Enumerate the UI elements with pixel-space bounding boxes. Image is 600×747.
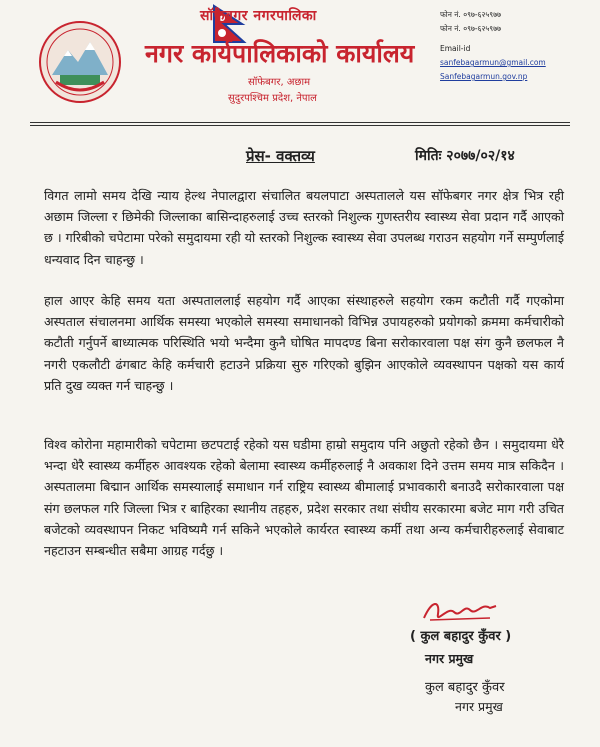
signatory-name: ( कुल बहादुर कुँवर ) (410, 629, 512, 644)
document-title: प्रेस- वक्तव्य (246, 147, 315, 165)
paragraph-1: विगत लामो समय देखि न्याय हेल्थ नेपालद्वारा संचालित बयलपाटा अस्पतालले यस सॉफेबगर नगर क्षेत्र भित्र रही अछाम जिल्ला र छिमेकी जिल्लाका बासिन्दाहरुलाई उच्च स्तरको निशुल्क गुणस्तरीय स्वास्थ्य सेवा प्रदान गर्दै आएको छ । गरिबीको चपेटामा परेको समुदायमा रही यो स्तरको निशुल्क स्वास्थ्य सेवा उपलब्ध गराउन सहयोग गर्ने सम्पुर्णलाई धन्यवाद दिन चाहन्छु । (44, 188, 564, 267)
signatory-role: नगर प्रमुख (425, 651, 474, 666)
address-line-1: सॉफेबगर, अछाम (248, 77, 311, 88)
municipality-name: सॉफेबगर नगरपालिका (200, 8, 317, 24)
contact-block (440, 8, 546, 84)
email-link[interactable]: sanfebagarmun@gmail.com (440, 58, 546, 67)
phone-1: फोन नं. ०९७-६२५९७७ (440, 10, 502, 19)
paragraph-3: विश्व कोरोना महामारीको चपेटामा छटपटाई रहेको यस घडीमा हाम्रो समुदाय पनि अछुतो रहेको छैन । समुदायमा धेरै भन्दा धेरै स्वास्थ्य कर्मीहरु आवश्यक रहेको बेलामा स्वास्थ्य कर्मीहरुलाई नै अवकाश दिने उत्तम समय मात्र सकिदैन । अस्पतालमा बिद्मान आर्थिक समस्यालाई समाधान गर्न राष्ट्रिय स्वास्थ्य बीमालाई प्रभावकारी बनाउदै सरोकारवाला पक्ष संग छलफल गरि जिल्ला भित्र र बाहिरका स्थानीय तहहरु, प्रदेश सरकार तथा संघीय सरकारमा बजेट माग गरी उचित बजेटको व्यवस्थापन निकट भविष्यमै गर्न सकिने भएकोले कार्यरत स्वास्थ्य कर्मी तथा अन्य कर्मचारीहरुलाई सेवाबाट नहटाउन सम्बन्धीत सबैमा आग्रह गर्दछु । (44, 437, 564, 559)
office-title: नगर कार्यपालिकाको कार्यालय (145, 39, 415, 68)
stamp-role: नगर प्रमुख (455, 699, 503, 714)
document-date: मितिः २०७७/०२/१४ (415, 148, 515, 164)
letterhead-divider-2 (30, 125, 570, 126)
email-label: Email-id (440, 44, 471, 53)
address-line-2: सुदुरपश्चिम प्रदेश, नेपाल (228, 93, 317, 104)
letterhead-divider (30, 122, 570, 123)
paragraph-2: हाल आएर केहि समय यता अस्पताललाई सहयोग गर्दै आएका संस्थाहरुले सहयोग रकम कटौती गर्दै गएकोमा अस्पताल संचालनमा आर्थिक समस्या भएकोले समस्या समाधानको विभिन्न उपायहरुको प्रयोगको क्रममा कर्मचारीको कटौती गर्नुपर्ने बाध्यात्मक परिस्थिति भयो भन्दैमा कुनै घोषित मापदण्ड बिना सरोकारवाला पक्ष संग कुनै छलफल नै नगरी एकलौटी ढंगबाट केहि कर्मचारी हटाउने प्रक्रिया सुरु गरिएको बुझिन आएकोले व्यवस्थापन पक्षको यस कार्य प्रति दुख व्यक्त गर्न चाहन्छु । (44, 293, 564, 393)
website-link[interactable]: Sanfebagarmun.gov.np (440, 72, 528, 81)
municipality-emblem (38, 20, 122, 104)
phone-2: फोन नं. ०९७-६२५९७७ (440, 24, 502, 33)
stamp-name: कुल बहादुर कुँवर (425, 680, 505, 695)
handwritten-signature (420, 596, 500, 626)
